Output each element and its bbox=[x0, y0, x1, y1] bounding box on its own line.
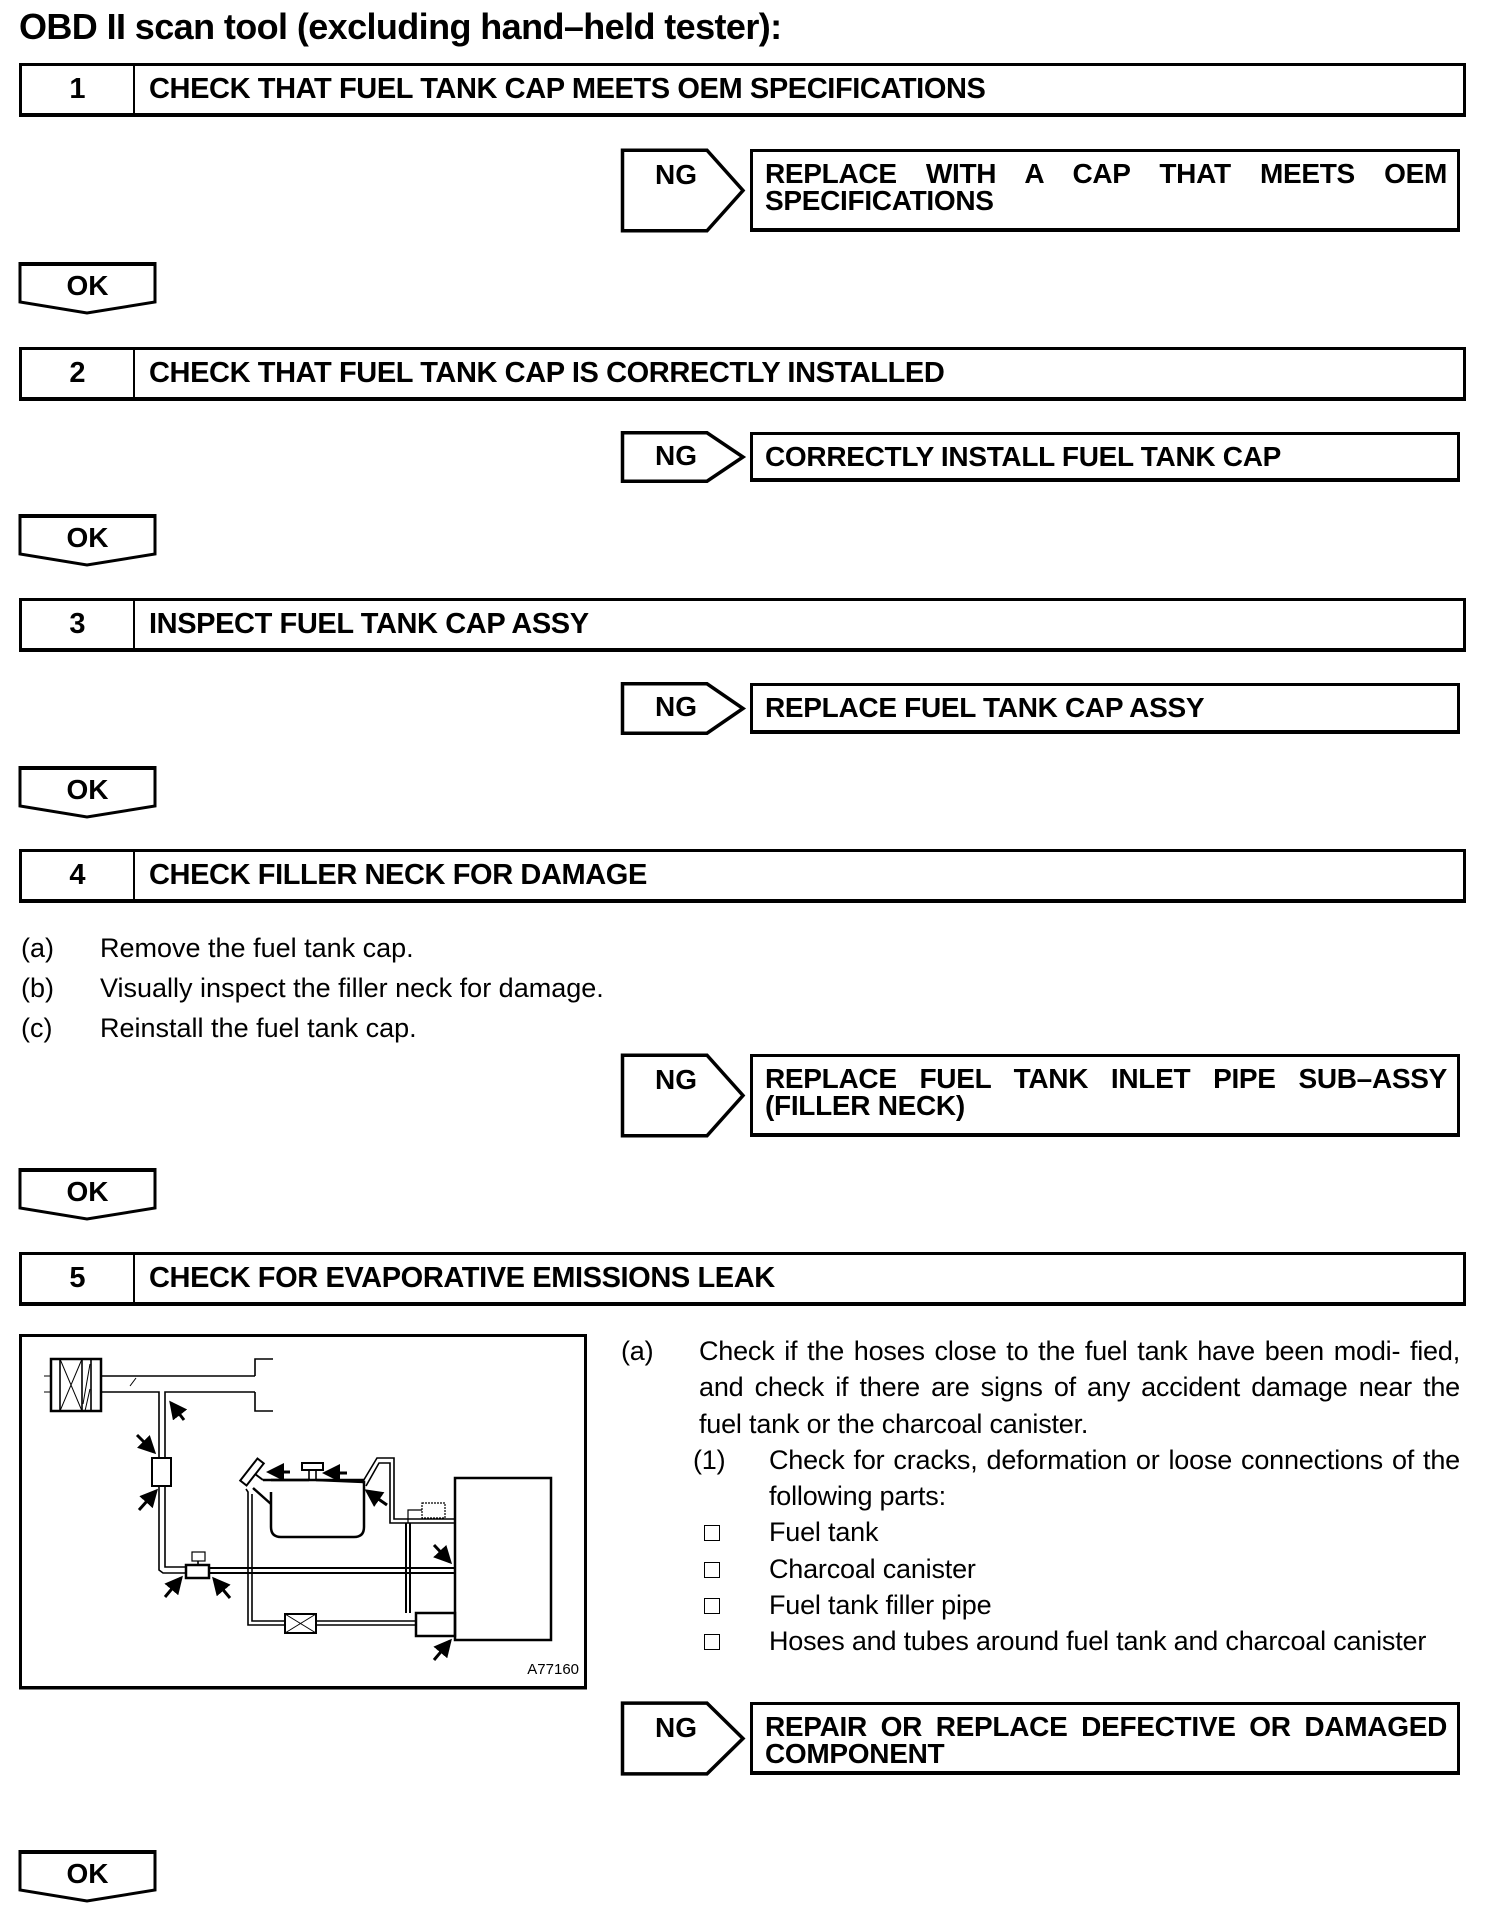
ok-label: OK bbox=[66, 774, 109, 805]
part-text: Hoses and tubes around fuel tank and charcoal canister bbox=[769, 1626, 1427, 1657]
step-heading: CHECK THAT FUEL TANK CAP IS CORRECTLY INSTALLED bbox=[149, 357, 945, 389]
figure-id: A77160 bbox=[527, 1661, 579, 1678]
substep-label: (a) bbox=[21, 933, 54, 963]
ok-arrow bbox=[19, 514, 156, 566]
sub-instruction-text: Check for cracks, deformation or loose connections of the following parts: bbox=[769, 1444, 1460, 1512]
step-heading: CHECK FOR EVAPORATIVE EMISSIONS LEAK bbox=[149, 1262, 775, 1294]
ok-arrow bbox=[19, 1850, 156, 1902]
ng-arrow bbox=[621, 683, 745, 734]
part-item bbox=[621, 1514, 1460, 1550]
step-heading: CHECK THAT FUEL TANK CAP MEETS OEM SPECIFICATIONS bbox=[149, 73, 986, 105]
substep-label: (c) bbox=[21, 1013, 53, 1043]
ok-arrow bbox=[19, 766, 156, 818]
vsv bbox=[152, 1458, 171, 1486]
substep-text: Visually inspect the filler neck for damage. bbox=[100, 973, 604, 1003]
ng-label: NG bbox=[655, 440, 697, 471]
valve bbox=[186, 1565, 209, 1578]
step-heading: INSPECT FUEL TANK CAP ASSY bbox=[149, 608, 589, 640]
ng-label: NG bbox=[655, 1064, 697, 1095]
evap-system-diagram bbox=[19, 1334, 587, 1690]
substep bbox=[21, 1008, 604, 1048]
part-text: Fuel tank bbox=[769, 1517, 879, 1548]
ok-label: OK bbox=[66, 522, 109, 553]
step-5-instructions bbox=[621, 1333, 1460, 1660]
ok-label: OK bbox=[66, 1858, 109, 1889]
ng-action-box: REPAIR OR REPLACE DEFECTIVE OR DAMAGED COMPONENT bbox=[750, 1702, 1460, 1775]
ng-action-box: REPLACE FUEL TANK CAP ASSY bbox=[750, 683, 1460, 734]
step-heading: CHECK FILLER NECK FOR DAMAGE bbox=[149, 859, 647, 891]
substep-text: Remove the fuel tank cap. bbox=[100, 933, 414, 963]
ok-arrow bbox=[19, 1168, 156, 1220]
ng-label: NG bbox=[655, 1712, 697, 1743]
step-number: 2 bbox=[22, 350, 135, 397]
part-text: Charcoal canister bbox=[769, 1553, 976, 1584]
step-4-substeps bbox=[21, 928, 604, 1048]
ng-arrow bbox=[621, 1054, 745, 1137]
instruction-text: Check if the hoses close to the fuel tank have been modi- fied, and check if there are signs of any accident damage near the fuel tank or the charcoal canister. bbox=[699, 1336, 1460, 1439]
part-text: Fuel tank filler pipe bbox=[769, 1590, 992, 1621]
page-title: OBD II scan tool (excluding hand–held tester): bbox=[19, 6, 782, 47]
ng-arrow bbox=[621, 1702, 745, 1775]
step-3-header bbox=[19, 598, 1466, 652]
instruction-label: (a) bbox=[621, 1336, 654, 1366]
part-item bbox=[621, 1551, 1460, 1587]
step-5-header bbox=[19, 1252, 1466, 1306]
evap-diagram-drawing bbox=[19, 1334, 587, 1690]
step-number: 4 bbox=[22, 852, 135, 899]
ok-arrow bbox=[19, 262, 156, 314]
ng-action-box: REPLACE FUEL TANK INLET PIPE SUB–ASSY (FILLER NECK) bbox=[750, 1054, 1460, 1137]
ok-label: OK bbox=[66, 1176, 109, 1207]
ok-label: OK bbox=[66, 270, 109, 301]
ng-label: NG bbox=[655, 691, 697, 722]
substep bbox=[21, 928, 604, 968]
checkbox-icon bbox=[704, 1598, 720, 1614]
instruction bbox=[621, 1333, 1460, 1442]
part-item bbox=[621, 1587, 1460, 1623]
sub-instruction-label: (1) bbox=[693, 1444, 726, 1475]
ng-action-box: REPLACE WITH A CAP THAT MEETS OEM SPECIFICATIONS bbox=[750, 149, 1460, 232]
checkbox-icon bbox=[704, 1562, 720, 1578]
ng-label: NG bbox=[655, 159, 697, 190]
ng-arrow bbox=[621, 432, 745, 482]
substep-text: Reinstall the fuel tank cap. bbox=[100, 1013, 417, 1043]
step-4-header bbox=[19, 849, 1466, 903]
step-2-header bbox=[19, 347, 1466, 401]
substep bbox=[21, 968, 604, 1008]
checkbox-icon bbox=[704, 1525, 720, 1541]
step-1-header bbox=[19, 63, 1466, 117]
part-item bbox=[621, 1623, 1460, 1659]
ng-action-box: CORRECTLY INSTALL FUEL TANK CAP bbox=[750, 432, 1460, 482]
ng-arrow bbox=[621, 149, 745, 232]
sub-instruction bbox=[621, 1442, 1460, 1515]
step-number: 3 bbox=[22, 601, 135, 648]
step-number: 5 bbox=[22, 1255, 135, 1302]
substep-label: (b) bbox=[21, 973, 54, 1003]
step-number: 1 bbox=[22, 66, 135, 113]
checkbox-icon bbox=[704, 1634, 720, 1650]
